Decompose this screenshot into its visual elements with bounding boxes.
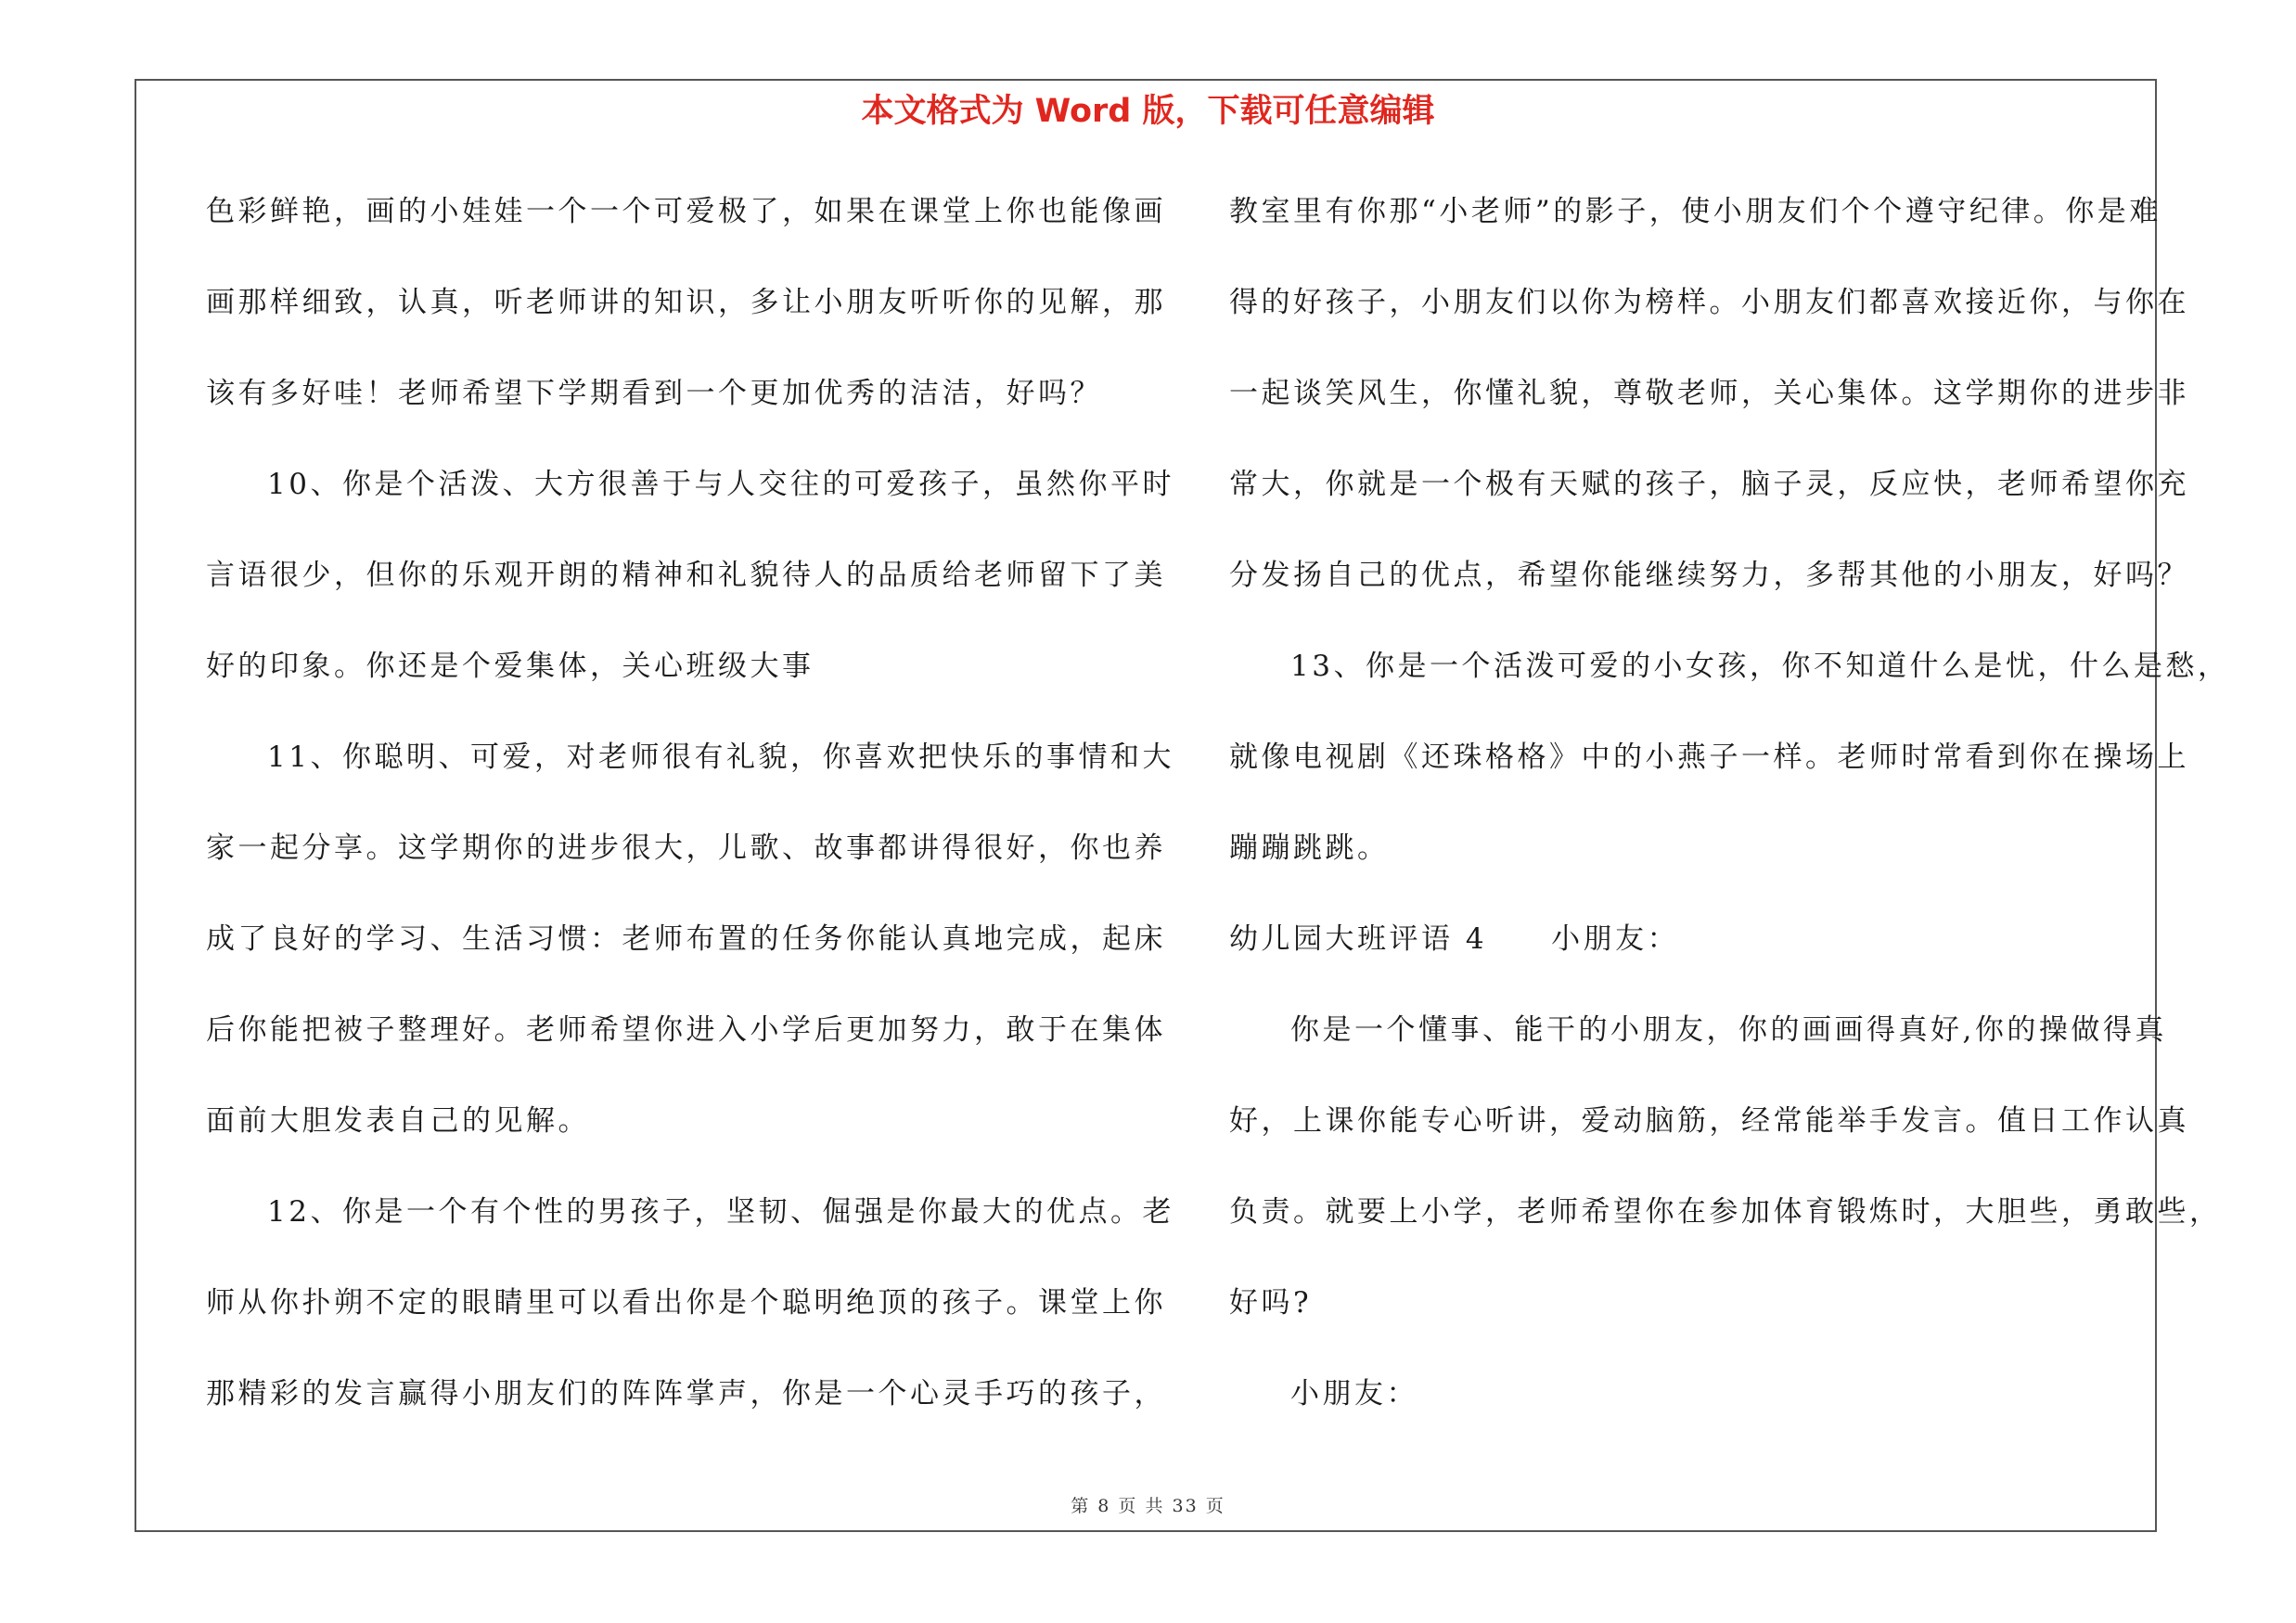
- text-line: 家一起分享。这学期你的进步很大，儿歌、故事都讲得很好，你也养: [206, 831, 1166, 865]
- text-line: 小朋友：: [1290, 1377, 1418, 1410]
- text-line: 好吗?: [1229, 1286, 1313, 1320]
- text-line: 你是一个懂事、能干的小朋友，你的画画得真好,你的操做得真: [1290, 1013, 2167, 1047]
- text-line: 13、你是一个活泼可爱的小女孩，你不知道什么是忧，什么是愁，: [1290, 650, 2230, 683]
- text-line: 画那样细致，认真，听老师讲的知识，多让小朋友听听你的见解，那: [206, 286, 1166, 319]
- text-line: 言语很少，但你的乐观开朗的精神和礼貌待人的品质给老师留下了美: [206, 559, 1166, 592]
- text-line: 色彩鲜艳，画的小娃娃一个一个可爱极了，如果在课堂上你也能像画: [206, 195, 1166, 228]
- text-line: 成了良好的学习、生活习惯：老师布置的任务你能认真地完成，起床: [206, 922, 1166, 956]
- text-line: 常大，你就是一个极有天赋的孩子，脑子灵，反应快，老师希望你充: [1229, 468, 2189, 501]
- text-line: 就像电视剧《还珠格格》中的小燕子一样。老师时常看到你在操场上: [1229, 741, 2189, 774]
- text-line: 该有多好哇！老师希望下学期看到一个更加优秀的洁洁，好吗？: [206, 377, 1102, 410]
- text-line: 负责。就要上小学，老师希望你在参加体育锻炼时，大胆些，勇敢些，: [1229, 1195, 2222, 1229]
- text-line: 11、你聪明、可爱，对老师很有礼貌，你喜欢把快乐的事情和大: [267, 741, 1174, 774]
- section-heading: 幼儿园大班评语 4 小朋友：: [1229, 922, 1680, 956]
- text-line: 蹦蹦跳跳。: [1229, 831, 1390, 865]
- text-line: 那精彩的发言赢得小朋友们的阵阵掌声，你是一个心灵手巧的孩子，: [206, 1377, 1166, 1410]
- text-line: 10、你是个活泼、大方很善于与人交往的可爱孩子，虽然你平时: [267, 468, 1174, 501]
- text-line: 师从你扑朔不定的眼睛里可以看出你是个聪明绝顶的孩子。课堂上你: [206, 1286, 1166, 1320]
- format-banner: 本文格式为 Word 版，下载可任意编辑: [861, 93, 1435, 130]
- text-line: 后你能把被子整理好。老师希望你进入小学后更加努力，敢于在集体: [206, 1013, 1166, 1047]
- text-line: 好的印象。你还是个爱集体，关心班级大事: [206, 650, 815, 683]
- text-line: 教室里有你那“小老师”的影子，使小朋友们个个遵守纪律。你是难: [1229, 195, 2161, 228]
- text-line: 好，上课你能专心听讲，爱动脑筋，经常能举手发言。值日工作认真: [1229, 1104, 2189, 1138]
- text-line: 分发扬自己的优点，希望你能继续努力，多帮其他的小朋友，好吗？: [1229, 559, 2189, 592]
- text-line: 面前大胆发表自己的见解。: [206, 1104, 590, 1138]
- page-number: 第 8 页 共 33 页: [1071, 1496, 1225, 1516]
- text-line: 得的好孩子，小朋友们以你为榜样。小朋友们都喜欢接近你，与你在: [1229, 286, 2189, 319]
- text-line: 一起谈笑风生，你懂礼貌，尊敬老师，关心集体。这学期你的进步非: [1229, 377, 2189, 410]
- text-line: 12、你是一个有个性的男孩子，坚韧、倔强是你最大的优点。老: [267, 1195, 1174, 1229]
